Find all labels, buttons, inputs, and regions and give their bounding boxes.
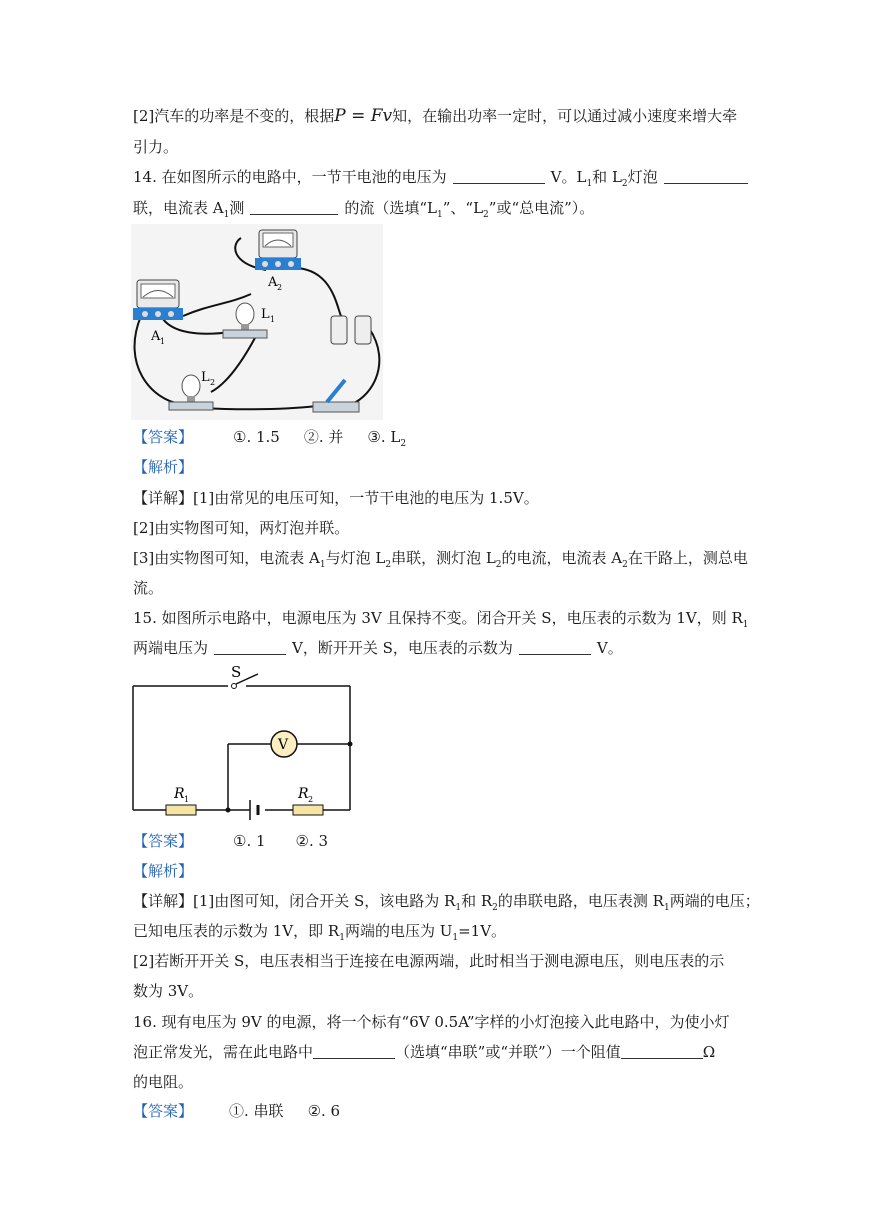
answer-3: ③. L bbox=[367, 428, 401, 446]
q16-line3: 的电阻。 bbox=[133, 1073, 194, 1091]
resistor-r2-icon bbox=[293, 805, 323, 815]
label-l2-sub: 2 bbox=[210, 378, 216, 387]
q16-text: （选填“串联”或“并联”）一个阻值 bbox=[395, 1043, 621, 1061]
junction-dot bbox=[226, 808, 231, 813]
q15-text: 15. 如图所示电路中，电源电压为 3V 且保持不变。闭合开关 S，电压表的示数为 1V，则 R bbox=[133, 609, 743, 627]
q13-line2: 引力。 bbox=[133, 138, 179, 156]
q15-detail-text: =1V。 bbox=[458, 922, 507, 940]
q14-text: 测 bbox=[229, 199, 245, 217]
q14-detail-text: 在干路上，测总电 bbox=[627, 549, 748, 567]
q14-detail-text: 与灯泡 L bbox=[325, 549, 386, 567]
q15-detail-4: 数为 3V。 bbox=[133, 982, 204, 1000]
answer-2: ②. 6 bbox=[307, 1102, 341, 1120]
answer-1: ①. 1 bbox=[233, 832, 266, 850]
q14-text: 灯泡 bbox=[627, 168, 658, 186]
answer-label: 【答案】 bbox=[133, 428, 194, 446]
q13-line1 bbox=[133, 106, 737, 126]
q14-detail-2: [2]由实物图可知，两灯泡并联。 bbox=[133, 519, 350, 537]
q14-detail-4: 流。 bbox=[133, 579, 164, 597]
q16-text: Ω bbox=[702, 1043, 716, 1061]
label-l1-sub: 1 bbox=[270, 315, 276, 324]
q14-line1: 14. 在如图所示的电路中，一节干电池的电压为 V。$L_1$和 $L_2$灯泡 bbox=[133, 167, 754, 194]
analysis-label: 【解析】 bbox=[133, 862, 194, 880]
q15-detail-3: [2]若断开开关 S，电压表相当于连接在电源两端，此时相当于测电源电压，则电压表的示 bbox=[133, 952, 725, 970]
label-r2: R bbox=[298, 786, 309, 802]
ammeter-a2-icon bbox=[255, 230, 301, 270]
label-a1: A bbox=[151, 329, 161, 344]
q15-detail-text: 【详解】[1]由图可知，闭合开关 S，该电路为 R bbox=[133, 892, 456, 910]
q15-text: V，断开开关 S，电压表的示数为 bbox=[292, 639, 513, 657]
q14-text: 的流（选填“L bbox=[344, 199, 437, 217]
q14-detail-3: [3]由实物图可知，电流表 $A_1$与灯泡 $L_2$串联，测灯泡 $L_2$的电流，电流表 $A_2$在干路上，测总电 bbox=[133, 549, 748, 570]
q14-text: 联，电流表 A bbox=[133, 199, 224, 217]
label-r2-sub: 2 bbox=[308, 795, 314, 804]
q15-detail-2: 已知电压表的示数为 1V，即 $R_1$两端的电压为 $U_1=1V$。 bbox=[133, 922, 507, 943]
label-a1-sub: 1 bbox=[160, 337, 166, 346]
blank-3[interactable] bbox=[250, 200, 338, 215]
q13-text-a: [2]汽车的功率是不变的，根据 bbox=[133, 107, 335, 125]
blank-6[interactable] bbox=[313, 1044, 395, 1059]
q13-text-b: 知，在输出功率一定时，可以通过减小速度来增大牵 bbox=[392, 107, 738, 125]
q16-text: 泡正常发光，需在此电路中 bbox=[133, 1043, 314, 1061]
answer-label: 【答案】 bbox=[133, 832, 194, 850]
answer-2: ②. 并 bbox=[303, 428, 344, 446]
resistor-r1-icon bbox=[166, 805, 196, 815]
label-r1: R bbox=[174, 786, 185, 802]
blank-7[interactable] bbox=[621, 1044, 703, 1059]
q14-text: 和 L bbox=[592, 168, 622, 186]
q15-circuit-figure bbox=[128, 660, 358, 820]
q15-detail-text: 和 R bbox=[461, 892, 493, 910]
q14-text: ”、“L bbox=[442, 199, 484, 217]
q15-detail-text: 的串联电路，电压表测 R bbox=[497, 892, 664, 910]
q14-answer-line: 【答案】 ①. 1.5 ②. 并 ③. $L_2$ bbox=[133, 428, 407, 449]
label-v: V bbox=[278, 737, 289, 753]
q15-text: V。 bbox=[596, 639, 623, 657]
blank-1[interactable] bbox=[453, 169, 545, 184]
q16-line2 bbox=[133, 1042, 715, 1062]
answer-label: 【答案】 bbox=[133, 1102, 194, 1120]
q15-detail-text: 两端的电压； bbox=[669, 892, 760, 910]
q14-text: ”或“总电流”）。 bbox=[488, 199, 595, 217]
blank-4[interactable] bbox=[214, 640, 286, 655]
blank-2[interactable] bbox=[664, 169, 748, 184]
q14-detail-text: 的电流，电流表 A bbox=[501, 549, 623, 567]
formula: P = Fv bbox=[334, 106, 393, 126]
label-a2: A bbox=[268, 275, 278, 290]
label-r1-sub: 1 bbox=[184, 795, 190, 804]
q15-line2 bbox=[133, 638, 623, 658]
label-s: S bbox=[231, 663, 242, 681]
q14-circuit-figure bbox=[131, 224, 383, 420]
cell-icon bbox=[250, 800, 258, 820]
ammeter-a1-icon bbox=[133, 280, 183, 320]
q14-detail-text: [3]由实物图可知，电流表 A bbox=[133, 549, 320, 567]
q15-detail-1: 【详解】[1]由图可知，闭合开关 S，该电路为 $R_1$和 $R_2$的串联电路，电压表测 $R_1$两端的电压； bbox=[133, 892, 760, 913]
q14-detail-text: 串联，测灯泡 L bbox=[391, 549, 496, 567]
junction-dot bbox=[348, 742, 353, 747]
label-l2: L bbox=[201, 370, 210, 385]
q15-detail-text: 两端的电压为 U bbox=[344, 922, 453, 940]
q14-line2: 联，电流表 $A_1$测 的流（选填“$L_1$”、“$L_2$”或“总电流”）。 bbox=[133, 199, 595, 220]
analysis-label: 【解析】 bbox=[133, 458, 194, 476]
blank-5[interactable] bbox=[519, 640, 591, 655]
answer-1: ①. 1.5 bbox=[233, 428, 280, 446]
label-l1: L bbox=[261, 307, 270, 322]
q16-answer-line bbox=[133, 1101, 340, 1121]
q15-detail-text: 已知电压表的示数为 1V，即 R bbox=[133, 922, 340, 940]
q16-line1: 16. 现有电压为 9V 的电源，将一个标有“6V 0.5A”字样的小灯泡接入此电路中，为使小灯 bbox=[133, 1013, 730, 1031]
q14-text: V。L bbox=[550, 168, 587, 186]
q14-detail-1: 【详解】[1]由常见的电压可知，一节干电池的电压为 1.5V。 bbox=[133, 489, 539, 507]
answer-2: ②. 3 bbox=[295, 832, 329, 850]
answer-1: ①. 串联 bbox=[229, 1102, 284, 1120]
q15-answer-line bbox=[133, 831, 328, 851]
q15-line1: 15. 如图所示电路中，电源电压为 3V 且保持不变。闭合开关 S，电压表的示数为 1V，则 $R_1$ bbox=[133, 609, 749, 630]
q14-text: 14. 在如图所示的电路中，一节干电池的电压为 bbox=[133, 168, 447, 186]
q15-text: 两端电压为 bbox=[133, 639, 209, 657]
label-a2-sub: 2 bbox=[277, 283, 283, 292]
